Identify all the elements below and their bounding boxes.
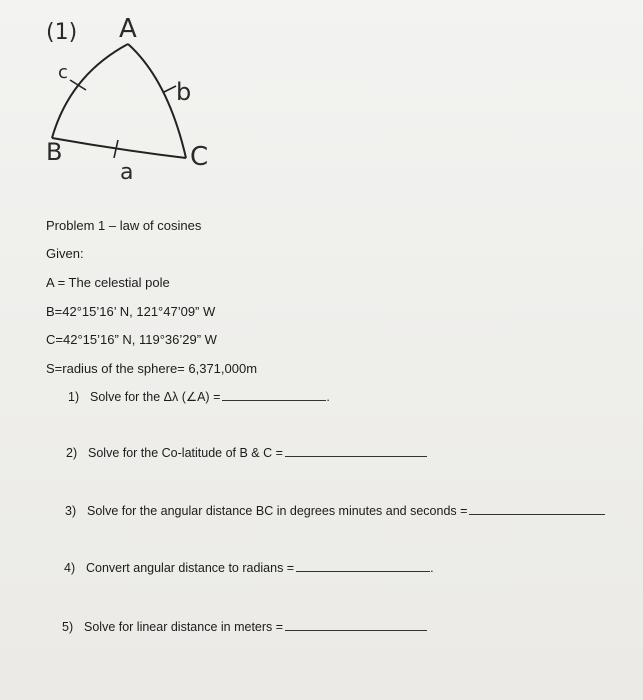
answer-blank[interactable] [296,570,430,572]
vertex-a-label: A [119,14,137,44]
figure-number: (1) [46,20,78,45]
problem-title: Problem 1 – law of cosines [46,218,202,233]
given-item: B=42°15’16’ N, 121°47’09” W [46,304,216,319]
given-item: S=radius of the sphere= 6,371,000m [46,361,258,376]
answer-blank[interactable] [285,455,427,457]
question-number: 1) [68,390,80,404]
side-b-label: b [176,78,192,106]
given-item: C=42°15’16” N, 119°36’29” W [46,332,217,347]
question-number: 2) [66,446,78,460]
question-text: Solve for the angular distance BC in degrees minutes and seconds = [87,504,468,518]
question-4 [64,561,434,575]
question-text: Solve for the Co-latitude of B & C = [88,446,283,460]
tick-c [70,80,86,90]
question-tail: . [430,561,434,575]
vertex-c-label: C [190,142,209,172]
question-text: Convert angular distance to radians = [86,561,295,575]
answer-blank[interactable] [469,513,605,515]
answer-blank[interactable] [285,629,427,631]
question-number: 3) [65,504,77,518]
question-1 [68,389,330,404]
tick-b [164,86,176,92]
question-text: Solve for the Δλ (∠A) = [90,390,221,404]
question-tail: . [326,390,330,404]
question-number: 4) [64,561,76,575]
side-a-arc [52,138,186,158]
question-3 [65,504,605,518]
side-a-label: a [120,160,134,185]
question-2 [66,446,427,460]
given-item: A = The celestial pole [46,275,170,290]
question-text: Solve for linear distance in meters = [84,620,284,634]
given-label: Given: [46,246,84,261]
question-5 [62,620,427,634]
question-number: 5) [62,620,74,634]
vertex-b-label: B [46,138,63,166]
side-c-label: c [58,62,68,83]
answer-blank[interactable] [222,399,326,401]
side-c-arc [52,44,128,138]
